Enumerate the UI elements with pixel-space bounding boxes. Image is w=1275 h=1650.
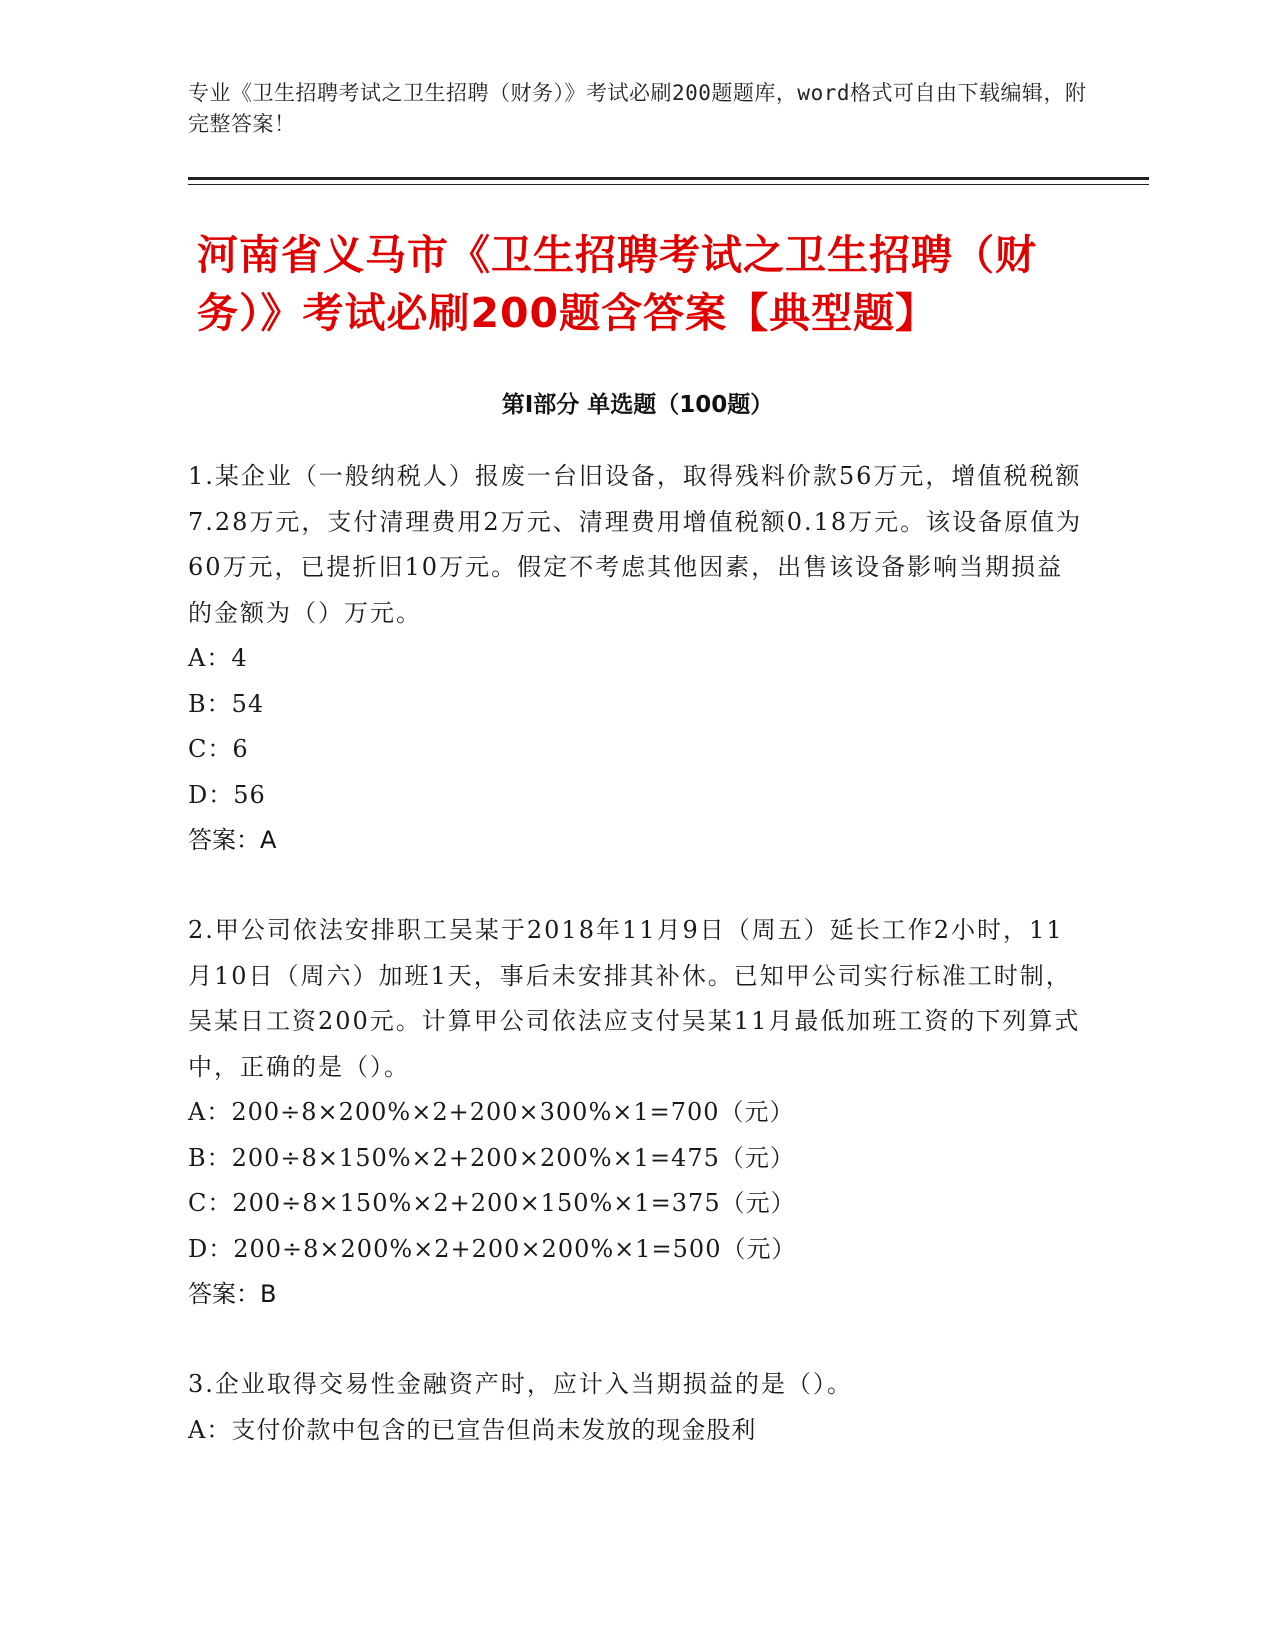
document-title: 河南省义马市《卫生招聘考试之卫生招聘（财务）》考试必刷200题含答案【典型题】 xyxy=(197,231,1037,337)
question-2 xyxy=(188,908,1088,1318)
option-a: A：4 xyxy=(188,644,248,672)
header-divider-thin xyxy=(188,184,1149,185)
question-stem: 1.某企业（一般纳税人）报废一台旧设备，取得残料价款56万元，增值税税额7.28万元，支付清理费用2万元、清理费用增值税额0.18万元。该设备原值为60万元，已提折旧10万元。假定不考虑其他因素，出售该设备影响当期损益的金额为（）万元。 xyxy=(188,462,1083,627)
option-d: D：200÷8×200%×2+200×200%×1=500（元） xyxy=(188,1234,797,1263)
option-d: D：56 xyxy=(188,780,266,809)
option-b: B：54 xyxy=(188,689,265,718)
question-3 xyxy=(188,1362,1088,1453)
option-c: C：200÷8×150%×2+200×150%×1=375（元） xyxy=(188,1189,796,1217)
header-divider-thick xyxy=(188,177,1149,180)
question-stem: 3.企业取得交易性金融资产时，应计入当期损益的是（）。 xyxy=(188,1370,853,1398)
option-b: B：200÷8×150%×2+200×200%×1=475（元） xyxy=(188,1143,795,1172)
answer: 答案：A xyxy=(188,826,277,854)
question-1 xyxy=(188,454,1088,864)
answer: 答案：B xyxy=(188,1280,277,1308)
section-title: 第Ⅰ部分 单选题（100题） xyxy=(501,392,774,418)
option-a: A：支付价款中包含的已宣告但尚未发放的现金股利 xyxy=(188,1415,757,1444)
option-c: C：6 xyxy=(188,735,249,763)
question-stem: 2.甲公司依法安排职工吴某于2018年11月9日（周五）延长工作2小时，11月10日（周六）加班1天，事后未安排其补休。已知甲公司实行标准工时制，吴某日工资200元。计算甲公司依法应支付吴某11月最低加班工资的下列算式中，正确的是（）。 xyxy=(188,916,1081,1081)
header-note: 专业《卫生招聘考试之卫生招聘（财务）》考试必刷200题题库，word格式可自由下载编辑，附完整答案！ xyxy=(188,81,1087,136)
option-a: A：200÷8×200%×2+200×300%×1=700（元） xyxy=(188,1098,795,1126)
